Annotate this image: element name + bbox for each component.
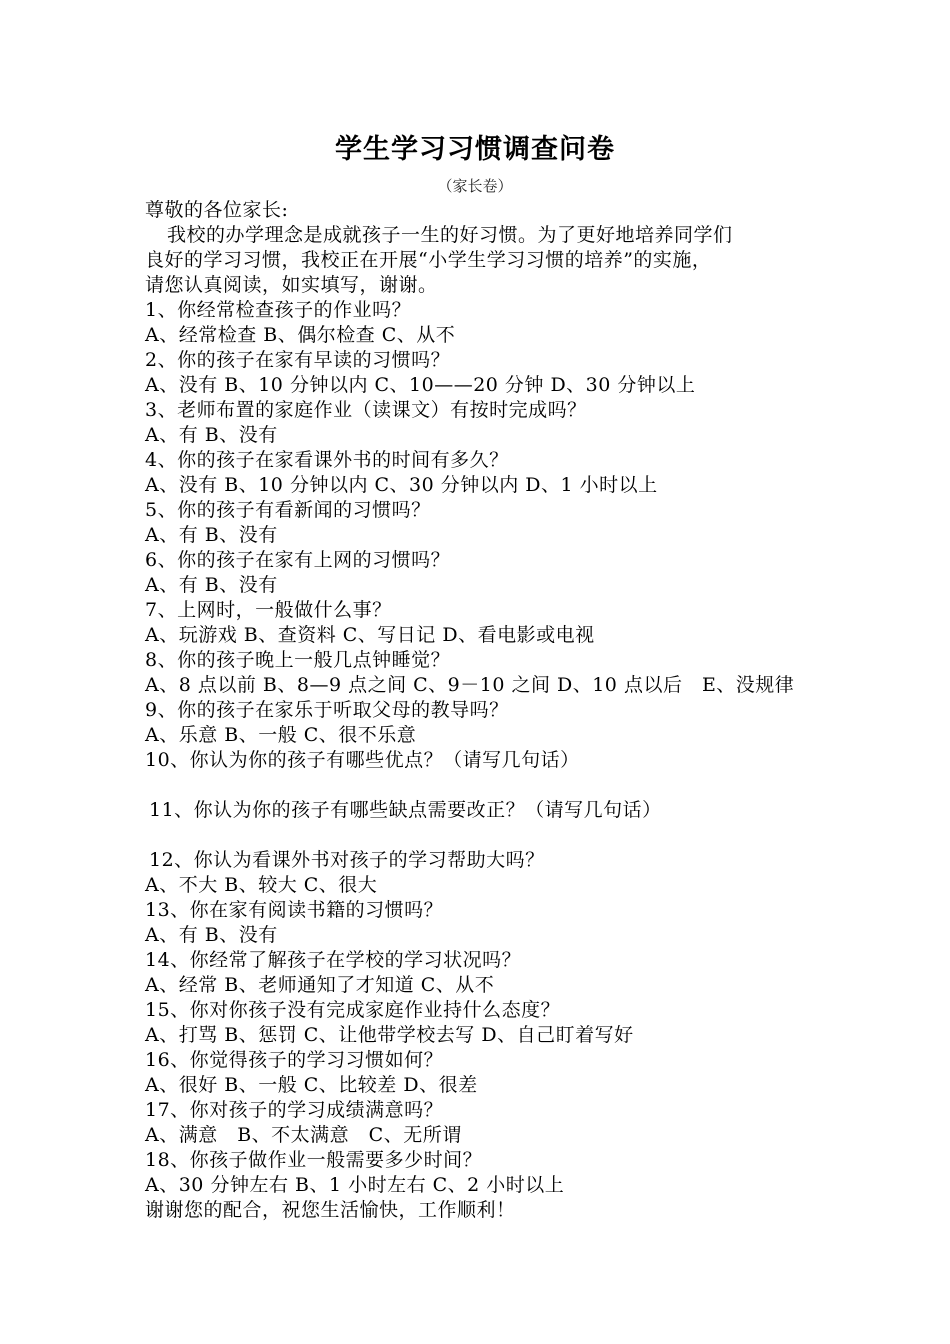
answer-options: A、不大 B、较大 C、很大	[145, 874, 378, 896]
answer-options: A、有 B、没有	[145, 924, 278, 946]
question-text: 15、你对你孩子没有完成家庭作业持什么态度？	[145, 999, 561, 1021]
question-text: 17、你对孩子的学习成绩满意吗？	[145, 1099, 444, 1121]
question-text: 14、你经常了解孩子在学校的学习状况吗？	[145, 949, 522, 971]
intro-line: 良好的学习习惯，我校正在开展“小学生学习习惯的培养”的实施，	[145, 249, 712, 271]
answer-options: A、有 B、没有	[145, 574, 278, 596]
question-text: 13、你在家有阅读书籍的习惯吗？	[145, 899, 444, 921]
question-text: 16、你觉得孩子的学习习惯如何？	[145, 1049, 444, 1071]
closing-text: 谢谢您的配合，祝您生活愉快，工作顺利！	[145, 1199, 516, 1221]
answer-blank	[145, 773, 825, 798]
question-text: 8、你的孩子晚上一般几点钟睡觉？	[145, 649, 451, 671]
question-text: 1、你经常检查孩子的作业吗？	[145, 299, 412, 321]
question-text: 12、你认为看课外书对孩子的学习帮助大吗？	[149, 849, 545, 871]
answer-options: A、乐意 B、一般 C、很不乐意	[145, 724, 417, 746]
answer-options: A、有 B、没有	[145, 424, 278, 446]
question-text: 11、你认为你的孩子有哪些缺点需要改正？（请写几句话）	[149, 799, 662, 821]
answer-options: A、满意 B、不太满意 C、无所谓	[145, 1124, 462, 1146]
question-text: 9、你的孩子在家乐于听取父母的教导吗？	[145, 699, 509, 721]
salutation: 尊敬的各位家长:	[145, 199, 289, 221]
question-text: 4、你的孩子在家看课外书的时间有多久？	[145, 449, 509, 471]
answer-options: A、打骂 B、惩罚 C、让他带学校去写 D、自己盯着写好	[145, 1024, 634, 1046]
question-text: 18、你孩子做作业一般需要多少时间？	[145, 1149, 483, 1171]
intro-line: 请您认真阅读，如实填写，谢谢。	[145, 274, 438, 296]
question-text: 2、你的孩子在家有早读的习惯吗？	[145, 349, 451, 371]
answer-options: A、8 点以前 B、8—9 点之间 C、9－10 之间 D、10 点以后 E、没规律	[145, 674, 795, 696]
question-text: 5、你的孩子有看新闻的习惯吗？	[145, 499, 431, 521]
intro-line: 我校的办学理念是成就孩子一生的好习惯。为了更好地培养同学们	[167, 224, 733, 246]
answer-options: A、经常检查 B、偶尔检查 C、从不	[145, 324, 456, 346]
document-title: 学生学习习惯调查问卷	[335, 134, 615, 165]
question-text: 6、你的孩子在家有上网的习惯吗？	[145, 549, 451, 571]
question-text: 7、上网时，一般做什么事？	[145, 599, 392, 621]
answer-options: A、很好 B、一般 C、比较差 D、很差	[145, 1074, 478, 1096]
question-text: 3、老师布置的家庭作业（读课文）有按时完成吗？	[145, 399, 587, 421]
document-subtitle: （家长卷）	[437, 177, 513, 195]
answer-options: A、玩游戏 B、查资料 C、写日记 D、看电影或电视	[145, 624, 595, 646]
answer-options: A、有 B、没有	[145, 524, 278, 546]
answer-blank	[145, 823, 825, 848]
document-body	[145, 198, 825, 1223]
answer-options: A、30 分钟左右 B、1 小时左右 C、2 小时以上	[145, 1174, 565, 1196]
answer-options: A、没有 B、10 分钟以内 C、30 分钟以内 D、1 小时以上	[145, 474, 658, 496]
answer-options: A、经常 B、老师通知了才知道 C、从不	[145, 974, 495, 996]
answer-options: A、没有 B、10 分钟以内 C、10——20 分钟 D、30 分钟以上	[145, 374, 696, 396]
question-text: 10、你认为你的孩子有哪些优点？（请写几句话）	[145, 749, 580, 771]
